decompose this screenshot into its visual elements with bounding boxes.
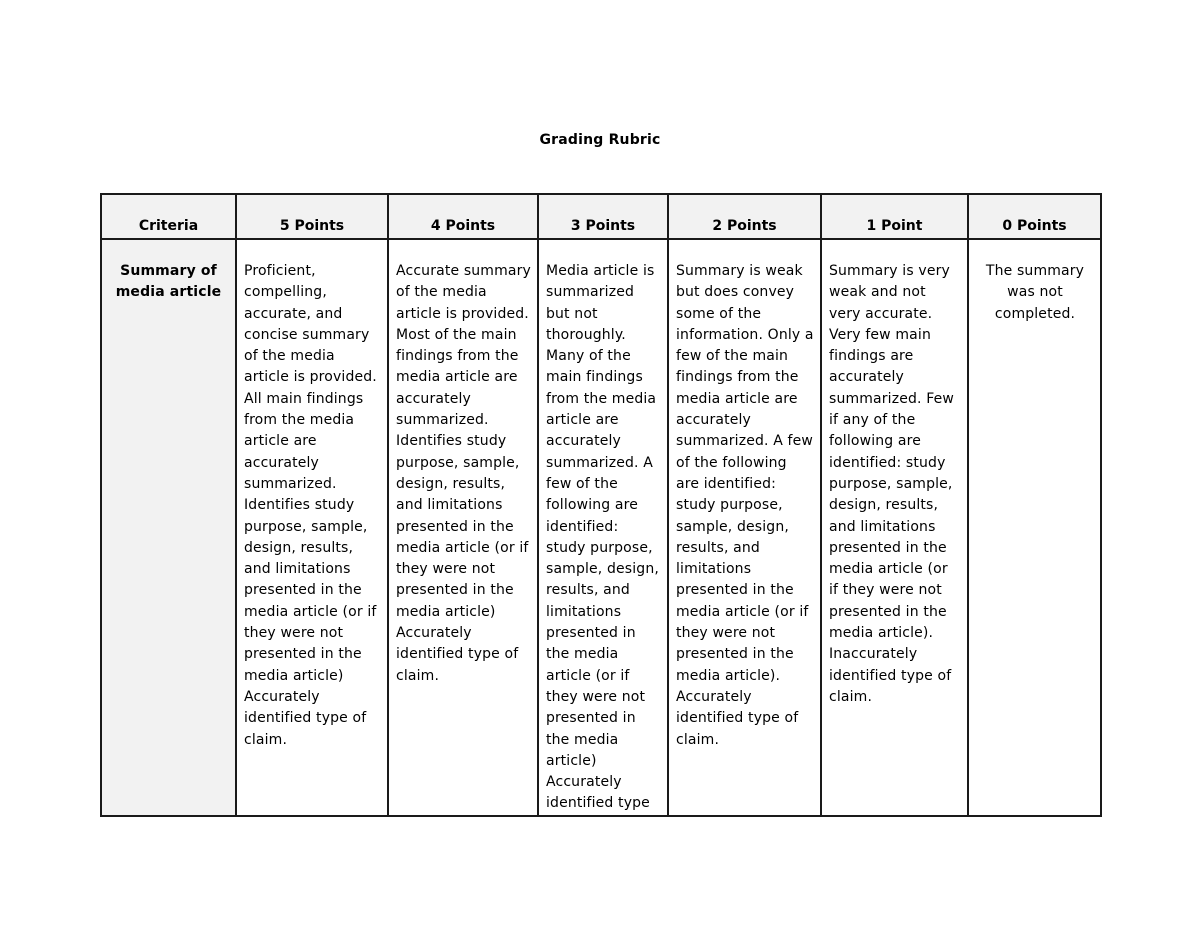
header-3-points: 3 Points — [538, 194, 668, 239]
page-title: Grading Rubric — [539, 132, 661, 148]
cell-4-points: Accurate summary of the media article is provided. Most of the main findings from the media article are accurately summarized. Identifies study purpose, sample, design, results, and limitations presented in the media article (or if they were not presented in the media article) Accurately identified type of claim. — [388, 239, 538, 816]
cell-3-points: Media article is summarized but not thoroughly. Many of the main findings from the media article are accurately summarized. A few of the following are identified: study purpose, sample, design, results, and limitations presented in the media article (or if they were not presented in the media article) Accurately identified type — [538, 239, 668, 816]
cell-1-point: Summary is very weak and not very accurate. Very few main findings are accurately summarized. Few if any of the following are identified: study purpose, sample, design, results, and limitations presented in the media article (or if they were not presented in the media article). Inaccurately identified type of claim. — [821, 239, 968, 816]
header-1-point: 1 Point — [821, 194, 968, 239]
header-4-points: 4 Points — [388, 194, 538, 239]
header-5-points: 5 Points — [236, 194, 388, 239]
cell-5-points: Proficient, compelling, accurate, and concise summary of the media article is provided. All main findings from the media article are accurately summarized. Identifies study purpose, sample, design, results, and limitations presented in the media article (or if they were not presented in the media article) Accurately identified type of claim. — [236, 239, 388, 816]
grading-rubric-table — [100, 193, 1102, 817]
table-row — [101, 239, 1101, 816]
header-row — [101, 194, 1101, 239]
header-criteria: Criteria — [101, 194, 236, 239]
criteria-cell: Summary of media article — [101, 239, 236, 816]
header-0-points: 0 Points — [968, 194, 1101, 239]
header-2-points: 2 Points — [668, 194, 821, 239]
cell-0-points: The summary was not completed. — [968, 239, 1101, 816]
cell-2-points: Summary is weak but does convey some of the information. Only a few of the main findings from the media article are accurately summarized. A few of the following are identified: study purpose, sample, design, results, and limitations presented in the media article (or if they were not presented in the media article). Accurately identified type of claim. — [668, 239, 821, 816]
